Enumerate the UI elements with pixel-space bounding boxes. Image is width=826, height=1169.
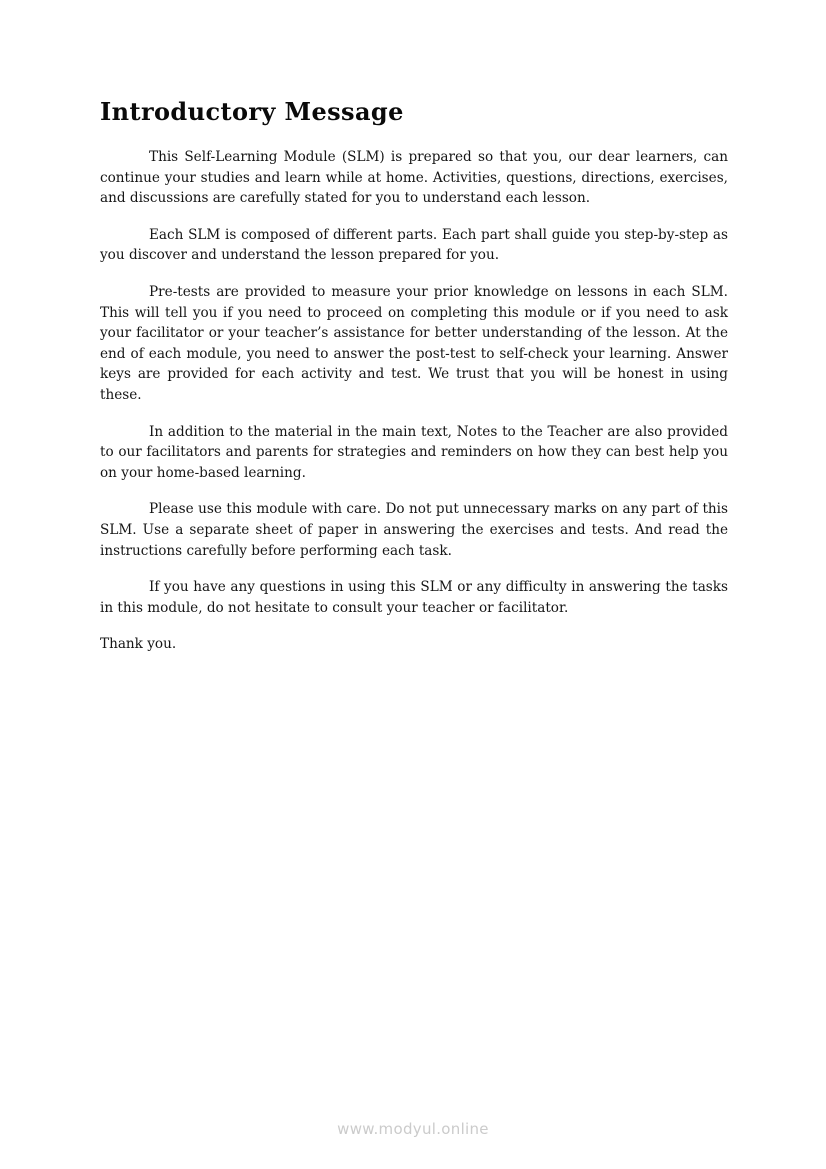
closing-text: Thank you. [100,636,177,653]
intro-paragraph-1: This Self-Learning Module (SLM) is prepared so that you, our dear learners, can continue your studies and learn while at home. Activities, questions, directions, exercises, and discussions are carefully stated for you to understand each lesson. [100,149,728,207]
intro-paragraph-6: If you have any questions in using this SLM or any difficulty in answering the tasks in this module, do not hesitate to consult your teacher or facilitator. [100,579,728,616]
document-page [100,97,728,655]
intro-paragraph-5: Please use this module with care. Do not put unnecessary marks on any part of this SLM. Use a separate sheet of paper in answering the exercises and tests. And read the instructions carefully before performing each task. [100,501,728,559]
intro-paragraph-4: In addition to the material in the main text, Notes to the Teacher are also provided to our facilitators and parents for strategies and reminders on how they can best help you on your home-based learning. [100,423,728,481]
intro-paragraph-3: Pre-tests are provided to measure your prior knowledge on lessons in each SLM. This will tell you if you need to proceed on completing this module or if you need to ask your facilitator or your teacher’s assistance for better understanding of the lesson. At the end of each module, you need to answer the post-test to self-check your learning. Answer keys are provided for each activity and test. We trust that you will be honest in using these. [100,283,728,403]
page-title: Introductory Message [100,97,404,126]
footer-watermark: www.modyul.online [337,1120,489,1138]
intro-paragraph-2: Each SLM is composed of different parts. Each part shall guide you step-by-step as you discover and understand the lesson prepared for you. [100,226,728,264]
